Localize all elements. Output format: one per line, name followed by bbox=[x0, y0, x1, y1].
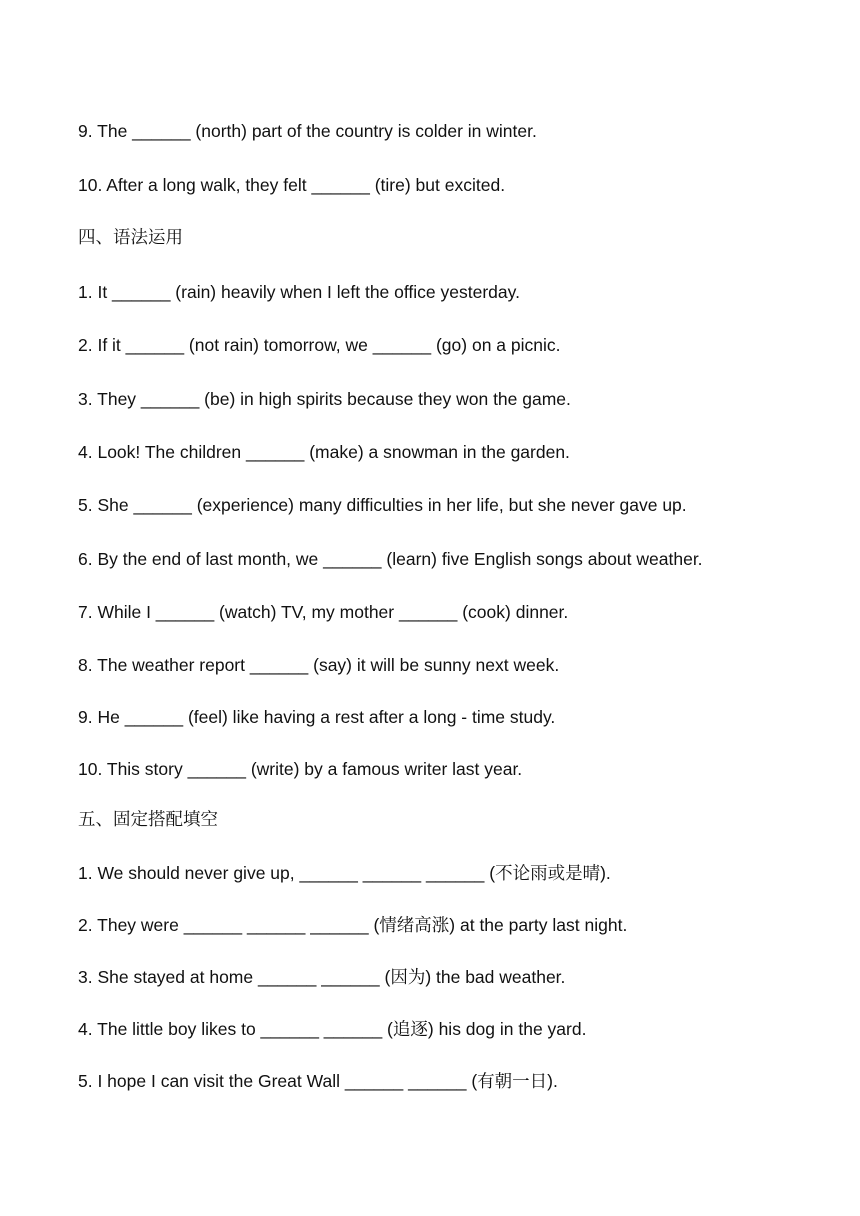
section-heading-grammar: 四、语法运用 bbox=[78, 228, 183, 248]
exercise-item: 2. If it ______ (not rain) tomorrow, we ______ (go) on a picnic. bbox=[78, 335, 561, 355]
exercise-item: 5. She ______ (experience) many difficulties in her life, but she never gave up. bbox=[78, 495, 687, 515]
exercise-item: 10. This story ______ (write) by a famous writer last year. bbox=[78, 759, 523, 779]
section-heading-collocations: 五、固定搭配填空 bbox=[78, 810, 218, 830]
exercise-item: 8. The weather report ______ (say) it will be sunny next week. bbox=[78, 655, 560, 675]
exercise-item: 4. The little boy likes to ______ ______ (追逐) his dog in the yard. bbox=[78, 1019, 587, 1039]
exercise-item: 2. They were ______ ______ ______ (情绪高涨) at the party last night. bbox=[78, 915, 628, 935]
exercise-item: 3. She stayed at home ______ ______ (因为) the bad weather. bbox=[78, 967, 566, 987]
exercise-item: 3. They ______ (be) in high spirits because they won the game. bbox=[78, 389, 571, 409]
exercise-item: 9. The ______ (north) part of the country is colder in winter. bbox=[78, 121, 537, 141]
exercise-item: 1. It ______ (rain) heavily when I left the office yesterday. bbox=[78, 282, 520, 302]
exercise-item: 6. By the end of last month, we ______ (learn) five English songs about weather. bbox=[78, 549, 703, 569]
exercise-item: 7. While I ______ (watch) TV, my mother ______ (cook) dinner. bbox=[78, 602, 569, 622]
exercise-item: 9. He ______ (feel) like having a rest after a long - time study. bbox=[78, 707, 556, 727]
exercise-item: 4. Look! The children ______ (make) a snowman in the garden. bbox=[78, 442, 570, 462]
exercise-item: 5. I hope I can visit the Great Wall ______ ______ (有朝一日). bbox=[78, 1071, 558, 1091]
exercise-item: 1. We should never give up, ______ ______ ______ (不论雨或是晴). bbox=[78, 863, 611, 883]
exercise-item: 10. After a long walk, they felt ______ (tire) but excited. bbox=[78, 175, 506, 195]
